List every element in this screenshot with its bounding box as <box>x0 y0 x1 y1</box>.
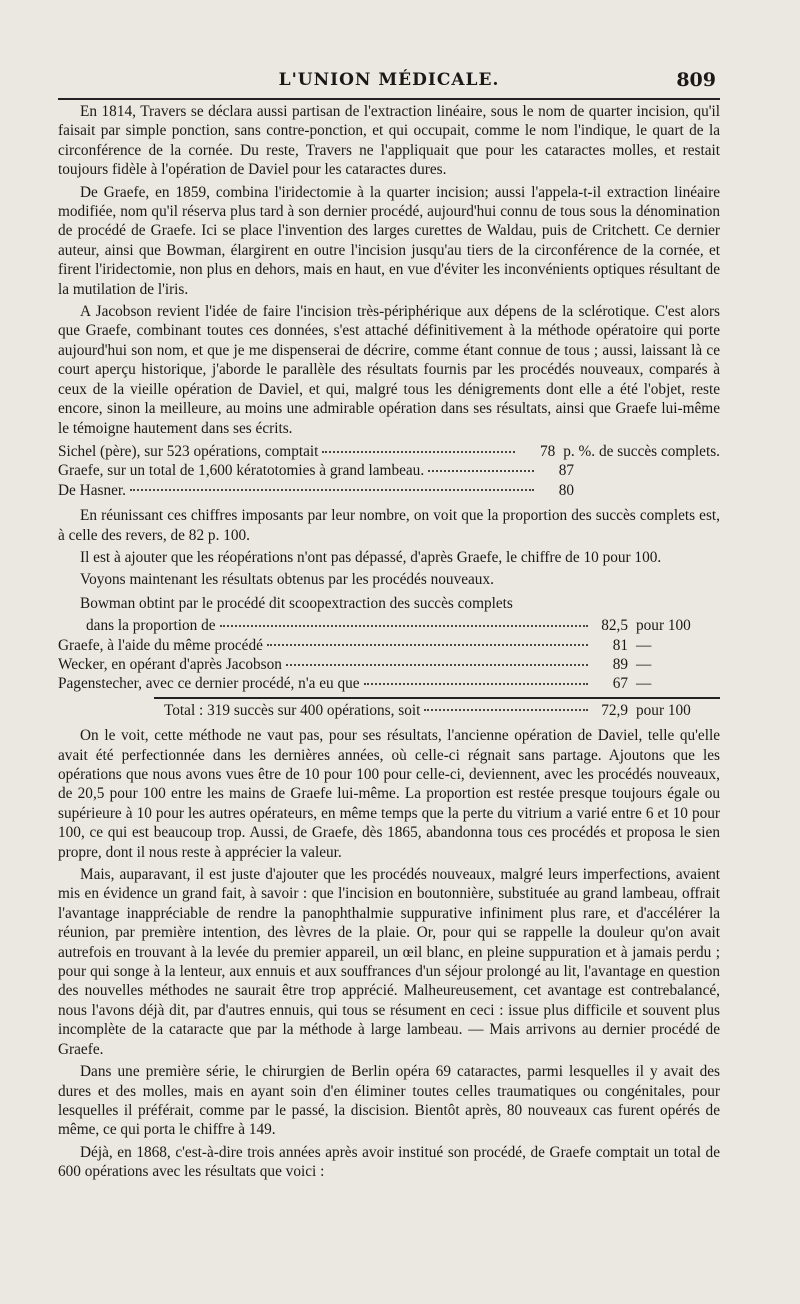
stat-label: dans la proportion de <box>86 617 216 635</box>
paragraph: En 1814, Travers se déclara aussi partisan de l'extraction linéaire, sous le nom de quarter incision, qu'il faisait par simple ponction, sans contre-ponction, et qui occupait, comme le nom l'indique, le quart de la circonférence de la cornée. Du reste, Travers ne l'appliquait que pour les cataractes molles, et restait toujours fidèle à l'opération de Daviel pour les cataractes dures. <box>58 103 720 179</box>
stat-label: Graefe, sur un total de 1,600 kératotomies à grand lambeau. <box>58 462 425 480</box>
stat-row <box>58 674 720 693</box>
dot-leader <box>130 489 534 491</box>
stat-label: Sichel (père), sur 523 opérations, comptait <box>58 442 319 460</box>
paragraph: En réunissant ces chiffres imposants par leur nombre, on voit que la proportion des succès complets est, à celle des revers, de 82 p. 100. <box>58 507 720 544</box>
stat-label: Pagenstecher, avec ce dernier procédé, n'a eu que <box>58 675 360 693</box>
dot-leader <box>322 451 515 453</box>
stat-suffix: — <box>636 655 652 673</box>
stat-suffix: p. %. de succès complets. <box>563 442 720 460</box>
stat-value: 67 <box>612 675 628 693</box>
stat-value: 87 <box>558 462 574 480</box>
stat-suffix: — <box>636 675 652 693</box>
dot-leader <box>428 470 534 472</box>
stat-row <box>58 461 720 480</box>
paragraph: A Jacobson revient l'idée de faire l'incision très-périphérique aux dépens de la sclérotique. C'est alors que Graefe, combinant toutes ces données, s'est attaché définitivement à la méthode opératoire qui porte aujourd'hui son nom, et que je me dispenserai de décrire, comme étant connue de tous ; aussi, laissant là ce court aperçu historique, j'aborde le parallèle des résultats fournis par les procédés nouveaux, comparés à ceux de la vieille opération de Daviel, et qui, malgré tous les dénigrements dont elle a été l'objet, reste encore, sinon la meilleure, au moins une admirable opération dans ses résultats, ainsi que Graefe lui-même le témoigne hautement dans ses écrits. <box>58 303 720 437</box>
total-divider <box>154 697 720 699</box>
page-number: 809 <box>676 69 716 91</box>
stat-total-value: 72,9 <box>601 701 628 719</box>
journal-title: L'UNION MÉDICALE. <box>278 70 500 90</box>
dot-leader <box>364 683 588 685</box>
paragraph: Mais, auparavant, il est juste d'ajouter que les procédés nouveaux, malgré leurs imperfections, avaient mis en évidence un grand fait, à savoir : que l'incision en boutonnière, substituée au grand lambeau, offrait l'avantage inappréciable de rendre la panophthalmie suppurative infiniment plus rare, et d'accélérer la réunion, par première intention, des lèvres de la plaie. Or, pour qui se rappelle la douleur qu'on avait autrefois en trouvant à la levée du premier appareil, un œil blanc, en pleine suppuration et à jamais perdu ; pour qui songe à la lenteur, aux ennuis et aux souffrances d'un séjour prolongé au lit, l'avantage en question des nouvelles méthodes ne saurait être trop apprécié. Malheureusement, cet avantage est contrebalancé, nous l'avons déjà dit, par d'autres ennuis, qui tous se résument en ceci : issue plus difficile et souvent plus incomplète de la cataracte que par la méthode à large lambeau. — Mais arrivons au dernier procédé de Graefe. <box>58 866 720 1058</box>
success-statistics-new <box>58 594 720 720</box>
success-statistics-old <box>58 442 720 500</box>
stat-value: 82,5 <box>601 617 628 635</box>
stat-row <box>58 442 720 461</box>
stat-value: 89 <box>612 655 628 673</box>
stat-row <box>58 616 720 635</box>
stat-row <box>58 481 720 500</box>
stat-value: 81 <box>612 636 628 654</box>
stat-total-label: Total : 319 succès sur 400 opérations, soit <box>164 701 421 719</box>
stat-row <box>58 655 720 674</box>
dot-leader <box>267 644 588 646</box>
stat-total-row <box>58 701 720 720</box>
dot-leader <box>424 709 588 711</box>
paragraph: Dans une première série, le chirurgien de Berlin opéra 69 cataractes, parmi lesquelles il y avait des dures et des molles, mais en ayant soin d'en éliminer toutes celles traumatiques ou congénitales, pour lesquelles il préférait, comme par le passé, la discision. Bientôt après, 80 nouveaux cas furent opérés de même, ce qui porta le chiffre à 149. <box>58 1063 720 1139</box>
stat-suffix: pour 100 <box>636 617 691 635</box>
article-body <box>58 102 720 1185</box>
stat-value: 80 <box>558 481 574 499</box>
stat-label: Wecker, en opérant d'après Jacobson <box>58 655 282 673</box>
paragraph: Voyons maintenant les résultats obtenus par les procédés nouveaux. <box>80 571 494 589</box>
dot-leader <box>220 625 588 627</box>
stats-intro: Bowman obtint par le procédé dit scoopextraction des succès complets <box>80 594 513 612</box>
dot-leader <box>286 664 588 666</box>
paragraph: Déjà, en 1868, c'est-à-dire trois années après avoir institué son procédé, de Graefe comptait un total de 600 opérations avec les résultats que voici : <box>58 1143 720 1181</box>
stat-label: Graefe, à l'aide du même procédé <box>58 636 263 654</box>
stat-total-suffix: pour 100 <box>636 701 691 719</box>
stat-row <box>58 636 720 655</box>
stat-label: De Hasner. <box>58 481 126 499</box>
paragraph: Il est à ajouter que les réopérations n'ont pas dépassé, d'après Graefe, le chiffre de 10 pour 100. <box>80 548 662 566</box>
paragraph: On le voit, cette méthode ne vaut pas, pour ses résultats, l'ancienne opération de Daviel, telle qu'elle avait été perfectionnée dans les dernières années, où celle-ci régnait sans partage. Ajoutons que les opérations que nous avons vues être de 10 pour 100 pour celle-ci, deviennent, avec les procédés nouveaux, de 20,5 pour 100 entre les mains de Graefe lui-même. La proportion est restée presque toujours égale ou supérieure à 10 pour les autres opérateurs, en même temps que la perte du vitrium a varié entre 6 et 10 pour 100, ce qui est beaucoup trop. Aussi, de Graefe, dès 1865, abandonna tous ces procédés et proposa le sien propre, dont il nous reste à apprécier la valeur. <box>58 727 720 861</box>
paragraph: De Graefe, en 1859, combina l'iridectomie à la quarter incision; aussi l'appela-t-il extraction linéaire modifiée, nom qu'il réserva plus tard à son dernier procédé, aujourd'hui connu de tous sous la dénomination de procédé de Graefe. Ici se place l'invention des larges curettes de Waldau, puis de Critchett. Ce dernier auteur, ainsi que Bowman, élargirent en outre l'incision jusqu'au tiers de la circonférence de la cornée, et firent l'iridectomie, non plus en dehors, mais en haut, en vue d'éviter les inconvénients optiques résultant de la mutilation de l'iris. <box>58 183 720 298</box>
stat-value: 78 <box>539 442 556 460</box>
stat-suffix: — <box>636 636 652 654</box>
page-header <box>58 58 720 100</box>
